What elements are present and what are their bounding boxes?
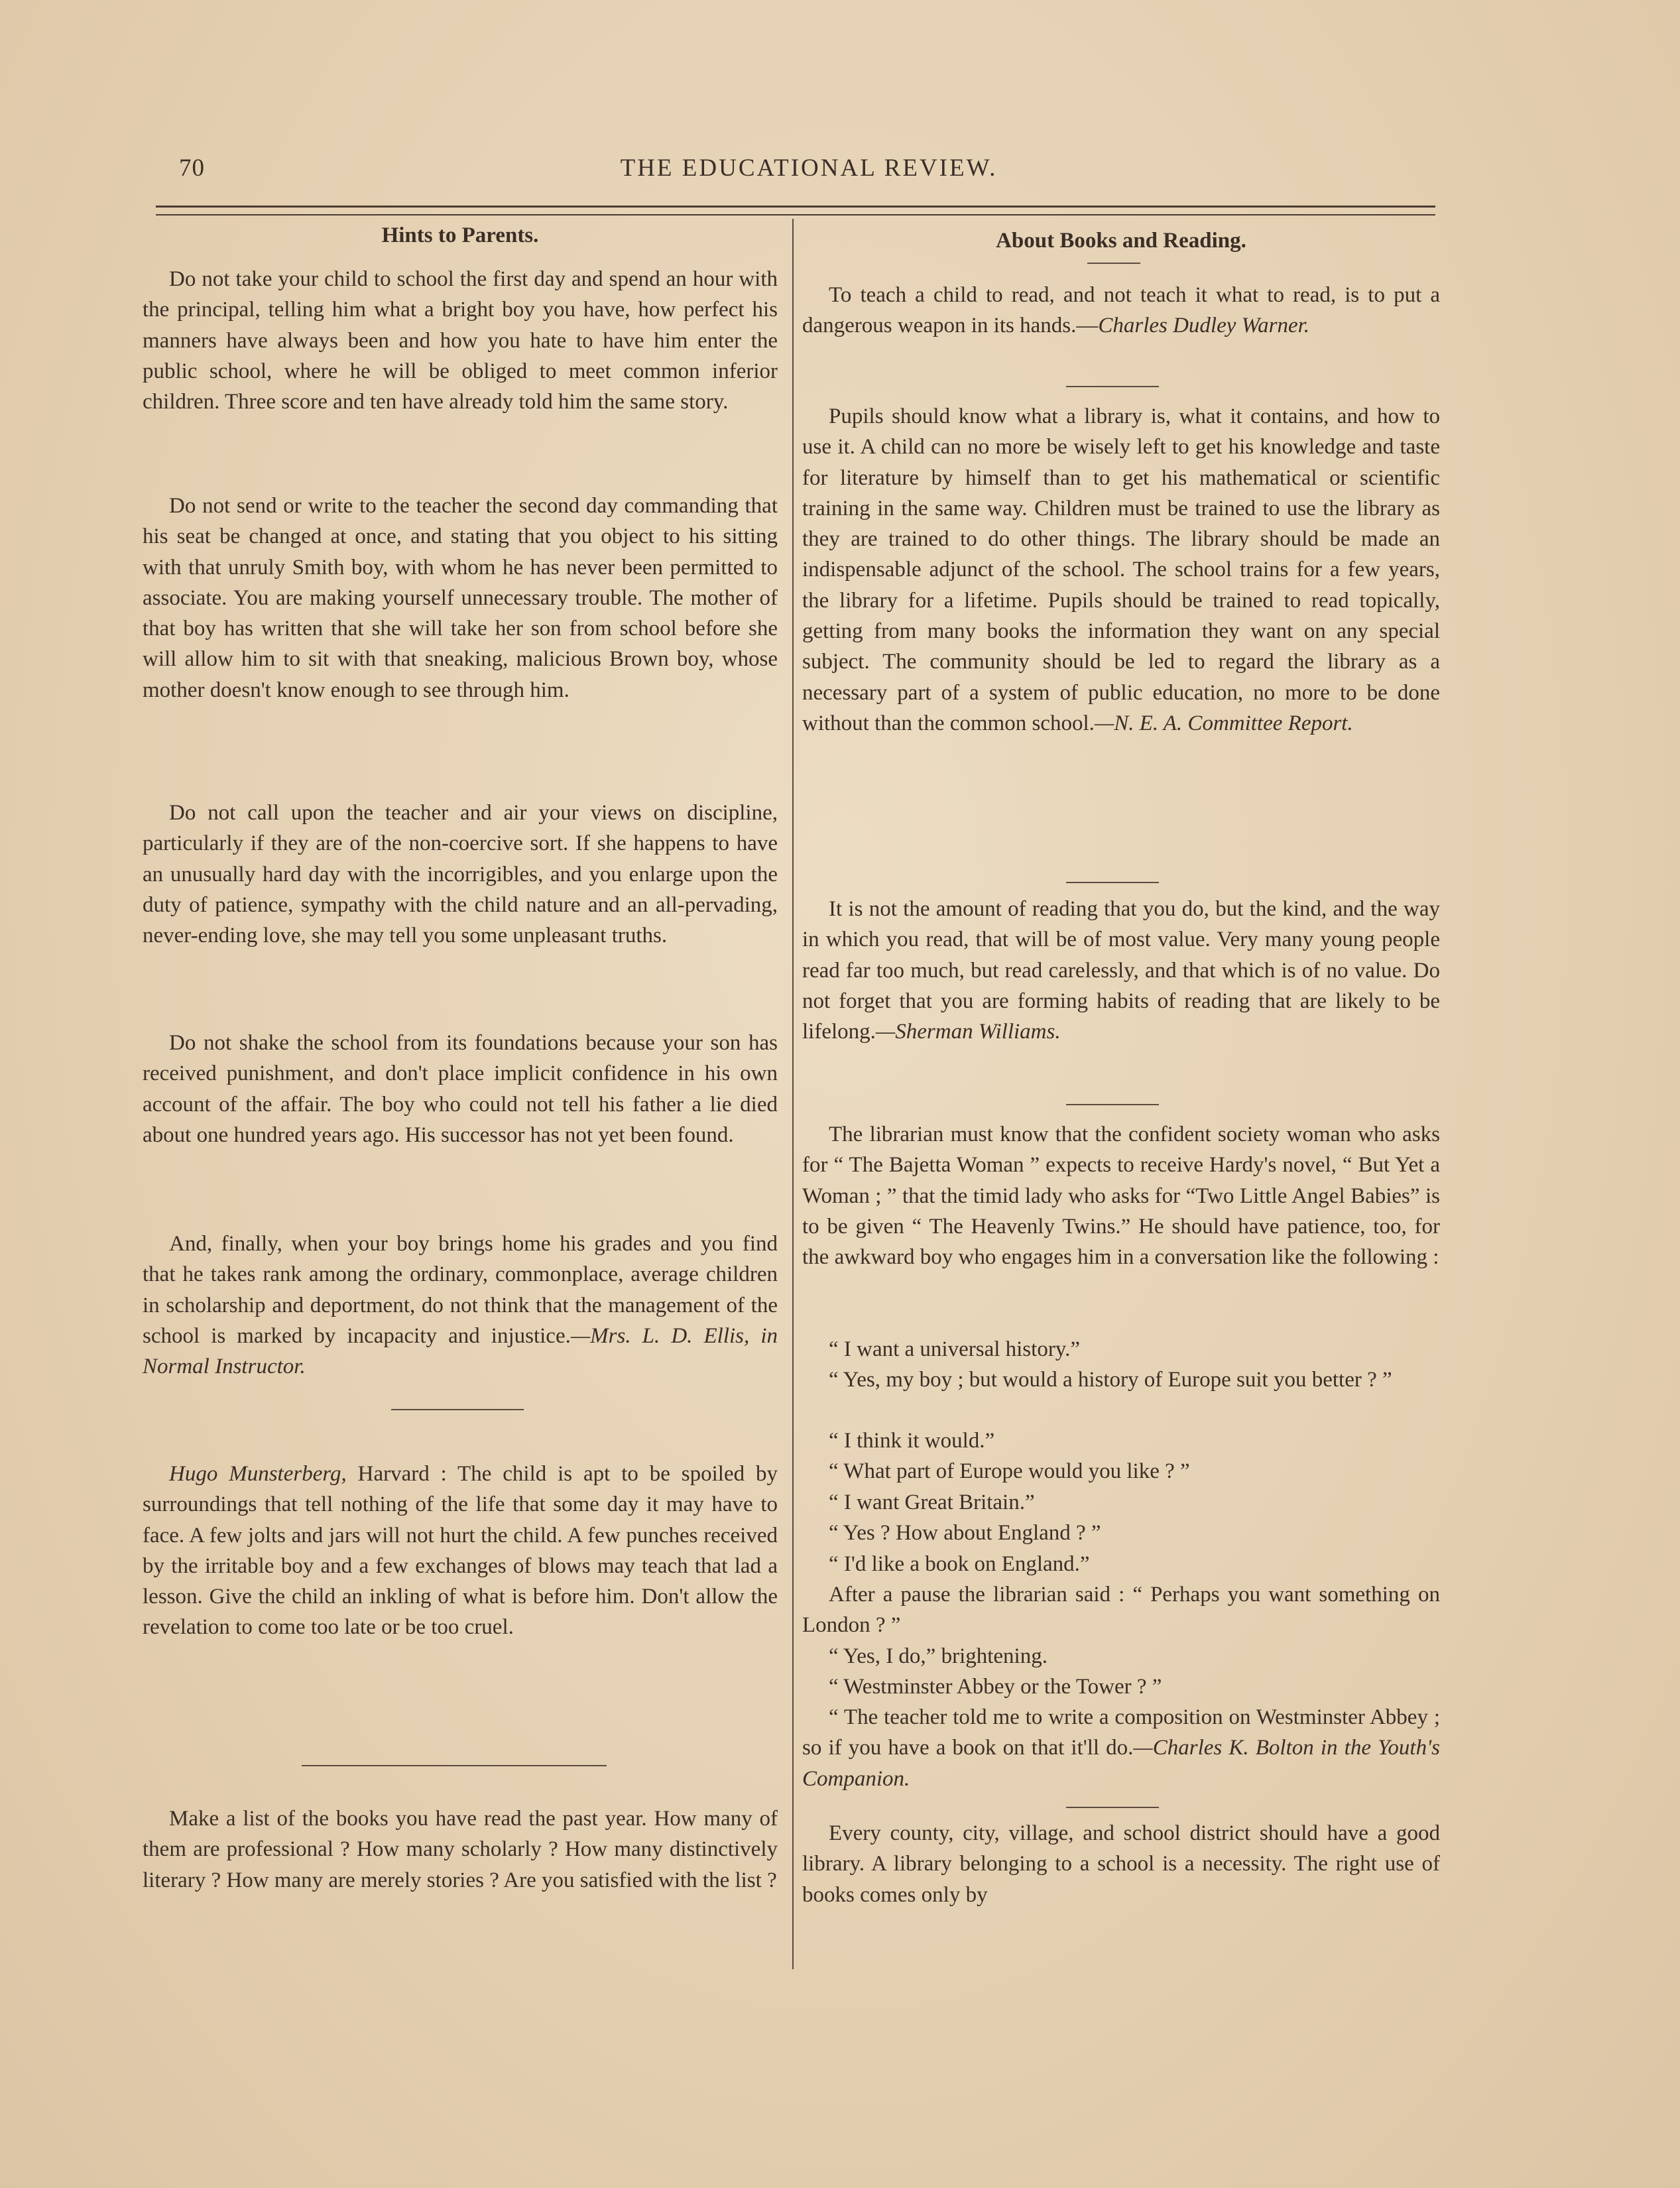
dialogue-line-7: “ I'd like a book on England.” bbox=[829, 1552, 1090, 1576]
bolton-attribution: —Charles K. Bolton in the Youth's Companion. bbox=[802, 1736, 1441, 1791]
book-list-paragraph: Make a list of the books you have read the past year. How many of them are professional ? How many scholarly ? How many distinctively literary ? How many are merely stories ? Are you satisfied with the list ? bbox=[143, 1807, 778, 1892]
section-rule bbox=[302, 1765, 607, 1766]
munsterberg-paragraph bbox=[143, 1459, 778, 1643]
section-rule bbox=[1066, 1807, 1159, 1808]
section-rule bbox=[1066, 1104, 1159, 1105]
journal-title: THE EDUCATIONAL REVIEW. bbox=[620, 154, 998, 182]
nea-attribution: —N. E. A. Committee Report. bbox=[1094, 711, 1353, 735]
dialogue-line-6: “ Yes ? How about England ? ” bbox=[829, 1521, 1101, 1545]
column-divider bbox=[792, 219, 794, 1969]
dialogue-line-1: “ I want a universal history.” bbox=[829, 1337, 1081, 1361]
article-title-about-books: About Books and Reading. bbox=[996, 229, 1246, 253]
dialogue-line-4: “ What part of Europe would you like ? ” bbox=[829, 1459, 1190, 1483]
header-double-rule bbox=[156, 206, 1435, 215]
nea-quote-text: Pupils should know what a library is, what it contains, and how to use it. A child can no more be wisely left to get his knowledge and taste for literature by himself than to get his mathematical or scientific training in the same way. Children must be trained to use the library as they are trained to do other things. The library should be made an indispensable adjunct of the school. The school trains for a few years, the library for a lifetime. Pupils should be trained to read topically, getting from many books the information they want on any special subject. The community should be led to regard the library as a necessary part of a system of public education, no more to be done without than the common school. bbox=[802, 404, 1440, 735]
dialogue-line-2: “ Yes, my boy ; but would a history of Europe suit you better ? ” bbox=[829, 1368, 1392, 1392]
section-rule bbox=[1066, 882, 1159, 883]
warner-quote-text: To teach a child to read, and not teach it what to read, is to put a dangerous weapon in its hands.— bbox=[802, 283, 1440, 338]
williams-quote bbox=[802, 894, 1440, 1047]
section-rule bbox=[391, 1409, 524, 1410]
section-rule bbox=[1066, 386, 1159, 387]
munsterberg-text: Harvard : The child is apt to be spoiled by surroundings that tell nothing of the life that some day it may have to face. A few jolts and jars will not hurt the child. A few punches received by the irritable boy and a few exchanges of blows may teach that lad a lesson. Give the child an inkling of what is before him. Don't allow the revelation to come too late or be too cruel. bbox=[143, 1462, 778, 1640]
warner-attribution: Charles Dudley Warner. bbox=[1098, 314, 1310, 338]
warner-quote bbox=[802, 280, 1440, 341]
librarian-intro: The librarian must know that the confident society woman who asks for “ The Bajetta Woman ” expects to receive Hardy's novel, “ But Yet a Woman ; ” that the timid lady who asks for “Two Little Angel Babies” is to be given “ The Heavenly Twins.” He should have patience, too, for the awkward boy who engages him in a conversation like the following : bbox=[802, 1123, 1440, 1270]
dialogue-line-3: “ I think it would.” bbox=[829, 1429, 995, 1453]
dialogue-line-8: After a pause the librarian said : “ Perhaps you want something on London ? ” bbox=[802, 1583, 1440, 1638]
williams-attribution: —Sherman Williams. bbox=[875, 1020, 1061, 1044]
article-title-hints-to-parents: Hints to Parents. bbox=[381, 223, 539, 247]
dialogue-line-5: “ I want Great Britain.” bbox=[829, 1490, 1035, 1514]
hints-paragraph-2: Do not send or write to the teacher the second day commanding that his seat be changed at once, and stating that you object to his sitting with that unruly Smith boy, with whom he has never been permitted to associate. You are making yourself unnecessary trouble. The mother of that boy has written that she will take her son from school before she will allow him to sit with that sneaking, malicious Brown boy, whose mother doesn't know enough to see through him. bbox=[143, 494, 778, 702]
hints-paragraph-1: Do not take your child to school the first day and spend an hour with the principal, telling him what a bright boy you have, how perfect his manners have always been and how you hate to have him enter the public school, where he will be obliged to meet common inferior children. Three score and ten have already told him the same story. bbox=[143, 267, 778, 414]
hints-paragraph-3: Do not call upon the teacher and air your views on discipline, particularly if they are of the non-coercive sort. If she happens to have an unusually hard day with the incorrigibles, and you enlarge upon the duty of patience, sympathy with the child nature and an all-pervading, never-ending love, she may tell you some unpleasant truths. bbox=[143, 801, 778, 948]
hints-attribution: —Mrs. L. D. Ellis, in Normal Instructor. bbox=[143, 1323, 778, 1379]
hints-paragraph-5-text: And, finally, when your boy brings home his grades and you find that he takes rank among the ordinary, commonplace, average children in scholarship and deportment, do not think that the management of the school is marked by incapacity and injustice. bbox=[143, 1232, 778, 1348]
dialogue-line-11-text: “ The teacher told me to write a composition on Westminster Abbey ; so if you have a book on that it'll do. bbox=[802, 1705, 1440, 1760]
library-paragraph: Every county, city, village, and school district should have a good library. A library belonging to a school is a necessity. The right use of books comes only by bbox=[802, 1821, 1440, 1907]
munsterberg-author: Hugo Munsterberg, bbox=[169, 1462, 347, 1486]
hints-paragraph-4: Do not shake the school from its foundations because your son has received punishment, and don't place implicit confidence in his own account of the affair. The boy who could not tell his father a lie died about one hundred years ago. His successor has not yet been found. bbox=[143, 1031, 778, 1147]
page-header bbox=[179, 154, 1439, 194]
dialogue-line-11 bbox=[802, 1702, 1440, 1794]
dialogue-line-9: “ Yes, I do,” brightening. bbox=[829, 1644, 1048, 1668]
page-number: 70 bbox=[179, 154, 205, 182]
dialogue-line-10: “ Westminster Abbey or the Tower ? ” bbox=[829, 1675, 1162, 1699]
nea-quote bbox=[802, 401, 1440, 739]
title-rule bbox=[1087, 263, 1140, 264]
hints-paragraph-5 bbox=[143, 1229, 778, 1382]
williams-quote-text: It is not the amount of reading that you do, but the kind, and the way in which you read, that will be of most value. Very many young people read far too much, but read carelessly, and that which is of no value. Do not forget that you are forming habits of reading that are likely to be lifelong. bbox=[802, 897, 1440, 1044]
